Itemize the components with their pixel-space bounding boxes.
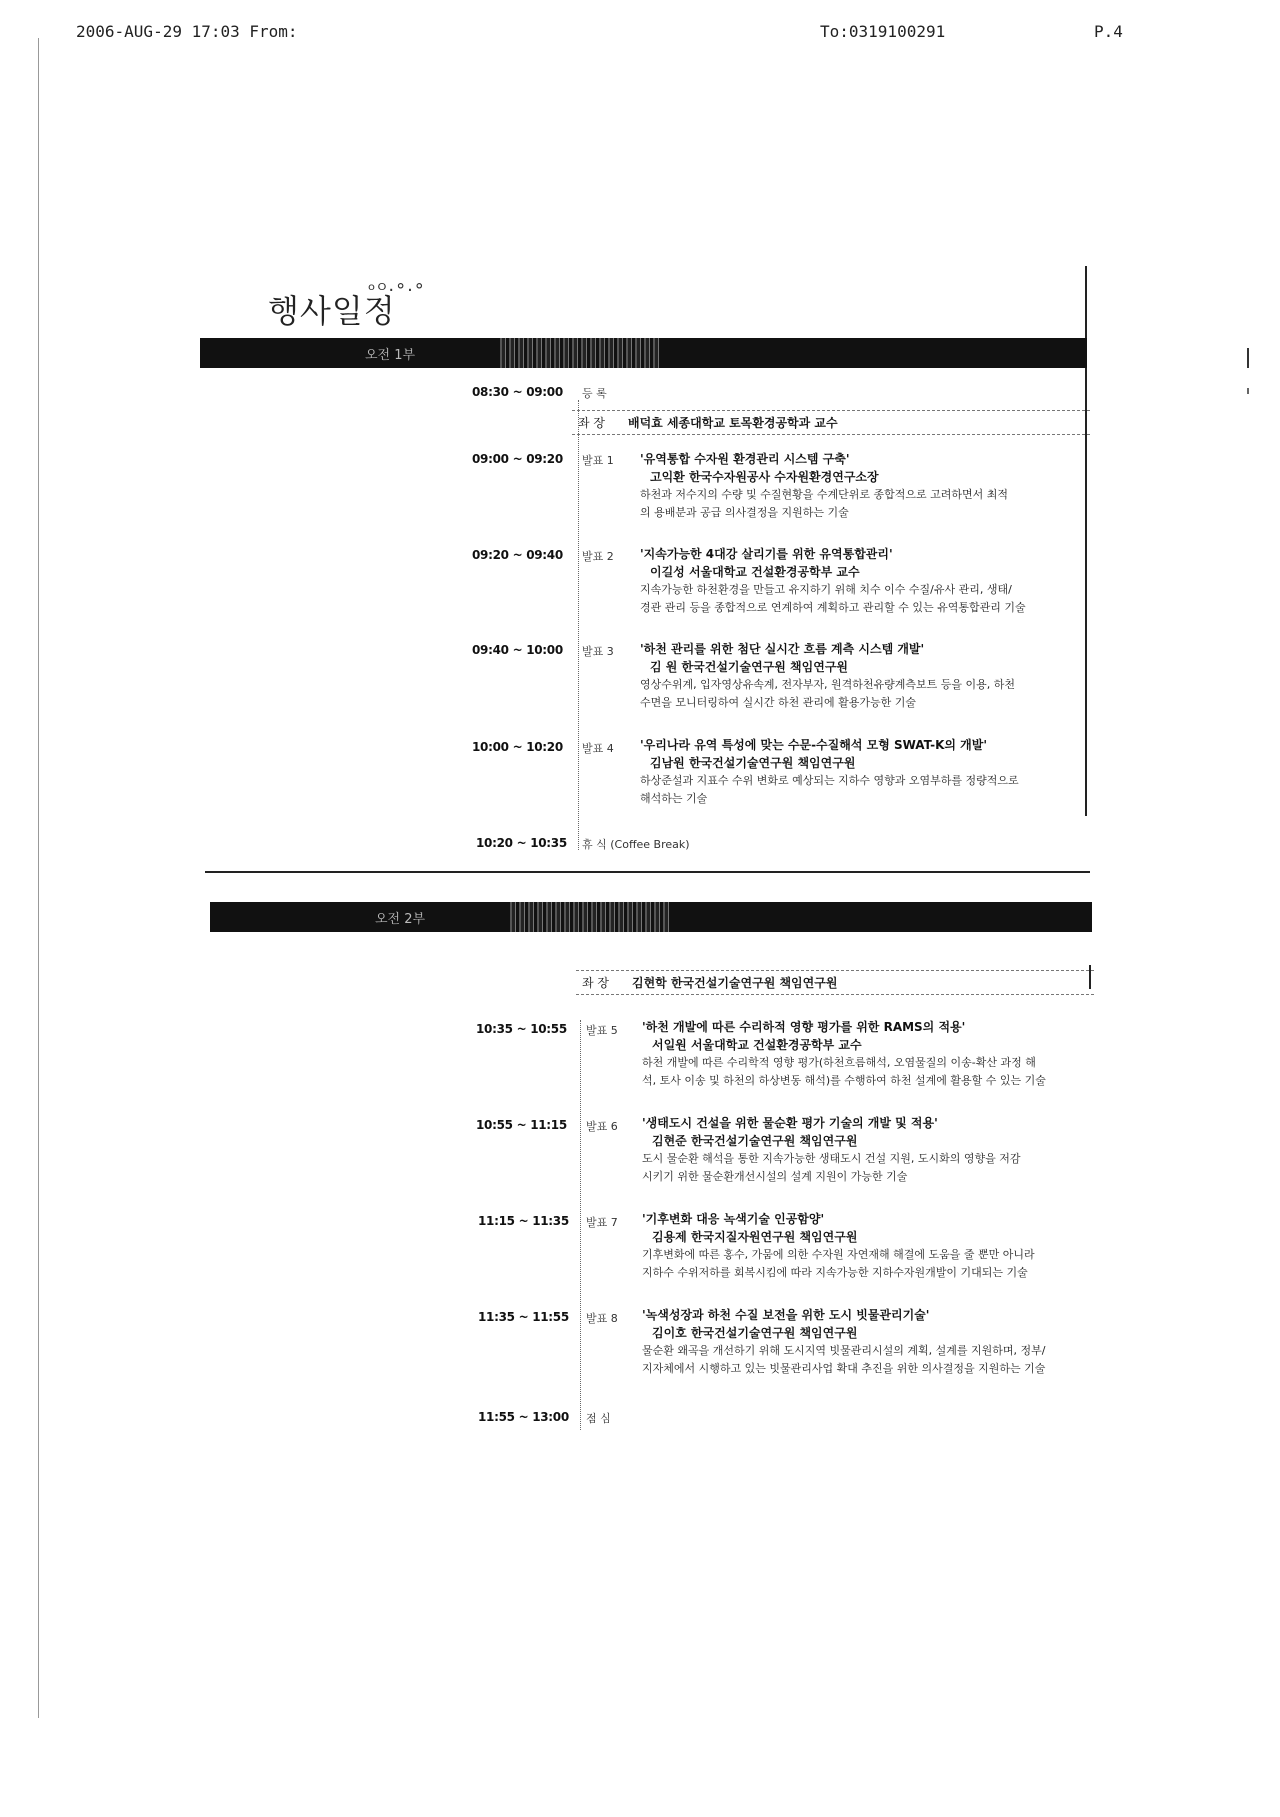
presentation-title: '하천 관리를 위한 첨단 실시간 흐름 계측 시스템 개발' <box>640 642 925 656</box>
time-slot: 11:55 ~ 13:00 <box>478 1410 569 1424</box>
presentation-desc: 시키기 위한 물순환개선시설의 설계 지원이 가능한 기술 <box>642 1170 908 1183</box>
time-slot: 10:55 ~ 11:15 <box>476 1118 567 1132</box>
presentation-5 <box>642 1018 1046 1090</box>
presentation-title: '생태도시 건설을 위한 물순환 평가 기술의 개발 및 적용' <box>642 1116 938 1130</box>
presentation-desc: 지속가능한 하천환경을 만들고 유지하기 위해 치수 이수 수질/유사 관리, 생태/ <box>640 583 1012 596</box>
presentation-desc: 도시 물순환 해석을 통한 지속가능한 생태도시 건설 지원, 도시화의 영향을 저감 <box>642 1152 1021 1165</box>
presenter: 김남원 한국건설기술연구원 책임연구원 <box>650 756 856 770</box>
presenter: 고익환 한국수자원공사 수자원환경연구소장 <box>650 470 879 484</box>
scan-mark <box>1247 388 1249 394</box>
item-label: 점 심 <box>586 1412 611 1425</box>
item-label: 휴 식 (Coffee Break) <box>582 838 690 851</box>
presentation-desc: 의 용배분과 공급 의사결정을 지원하는 기술 <box>640 506 849 519</box>
presentation-8 <box>642 1306 1045 1378</box>
time-slot: 11:35 ~ 11:55 <box>478 1310 569 1324</box>
section-divider <box>205 871 1090 873</box>
time-slot: 09:20 ~ 09:40 <box>472 548 563 562</box>
time-slot: 10:35 ~ 10:55 <box>476 1022 567 1036</box>
presenter: 김용제 한국지질자원연구원 책임연구원 <box>652 1230 858 1244</box>
presentation-desc: 하상준설과 지표수 수위 변화로 예상되는 지하수 영향과 오염부하를 정량적으로 <box>640 774 1019 787</box>
presentation-4 <box>640 736 1019 808</box>
session-1-bar <box>200 338 1087 368</box>
presentation-title: '녹색성장과 하천 수질 보전을 위한 도시 빗물관리기술' <box>642 1308 930 1322</box>
presentation-desc: 하천과 저수지의 수량 및 수질현황을 수계단위로 종합적으로 고려하면서 최적 <box>640 488 1009 501</box>
chair-label: 좌 장 <box>578 416 605 430</box>
item-label: 발표 5 <box>586 1024 618 1037</box>
presentation-desc: 하천 개발에 따른 수리학적 영향 평가(하천흐름해석, 오염물질의 이송-확산 과정 해 <box>642 1056 1036 1069</box>
time-slot: 10:00 ~ 10:20 <box>472 740 563 754</box>
session-1-chair <box>572 410 1090 435</box>
chair-name: 배덕효 세종대학교 토목환경공학과 교수 <box>628 416 838 430</box>
presentation-3 <box>640 640 1015 712</box>
presentation-title: '유역통합 수자원 환경관리 시스템 구축' <box>640 452 850 466</box>
presenter: 서일원 서울대학교 건설환경공학부 교수 <box>652 1038 862 1052</box>
time-slot: 08:30 ~ 09:00 <box>472 385 563 399</box>
item-label: 발표 1 <box>582 454 614 467</box>
presentation-7 <box>642 1210 1035 1282</box>
session-2-bar <box>210 902 1092 932</box>
presentation-desc: 영상수위계, 입자영상유속계, 전자부자, 원격하천유량계측보트 등을 이용, 하천 <box>640 678 1015 691</box>
item-label: 발표 4 <box>582 742 614 755</box>
presenter: 이길성 서울대학교 건설환경공학부 교수 <box>650 565 860 579</box>
presentation-desc: 수면을 모니터링하여 실시간 하천 관리에 활용가능한 기술 <box>640 696 917 709</box>
presentation-title: '지속가능한 4대강 살리기를 위한 유역통합관리' <box>640 547 893 561</box>
fax-page-number: P.4 <box>1094 22 1123 41</box>
time-slot: 11:15 ~ 11:35 <box>478 1214 569 1228</box>
time-slot: 09:40 ~ 10:00 <box>472 643 563 657</box>
session-2-chair <box>576 970 1094 995</box>
presentation-title: '기후변화 대응 녹색기술 인공함양' <box>642 1212 825 1226</box>
session-2-label: 오전 2부 <box>375 912 426 927</box>
fax-header <box>0 22 1280 42</box>
session-1-label: 오전 1부 <box>365 348 416 363</box>
scan-mark <box>1247 348 1249 368</box>
item-label: 발표 6 <box>586 1120 618 1133</box>
presentation-desc: 지하수 수위저하를 회복시킴에 따라 지속가능한 지하수자원개발이 기대되는 기술 <box>642 1266 1028 1279</box>
chair-label: 좌 장 <box>582 976 609 990</box>
bar-texture <box>510 902 670 932</box>
item-label: 발표 7 <box>586 1216 618 1229</box>
time-slot: 10:20 ~ 10:35 <box>476 836 567 850</box>
title-decoration-icon: ᵒᴼ·°·° <box>368 280 426 301</box>
presentation-2 <box>640 545 1026 617</box>
item-label: 발표 8 <box>586 1312 618 1325</box>
time-slot: 09:00 ~ 09:20 <box>472 452 563 466</box>
presentation-desc: 지자체에서 시행하고 있는 빗물관리사업 확대 추진을 위한 의사결정을 지원하는 기술 <box>642 1362 1046 1375</box>
presentation-desc: 경관 관리 등을 종합적으로 연계하여 계획하고 관리할 수 있는 유역통합관리 기술 <box>640 601 1026 614</box>
presentation-1 <box>640 450 1008 522</box>
presentation-title: '우리나라 유역 특성에 맞는 수문-수질해석 모형 SWAT-K의 개발' <box>640 738 987 752</box>
presenter: 김 원 한국건설기술연구원 책임연구원 <box>650 660 849 674</box>
presentation-desc: 석, 토사 이송 및 하천의 하상변동 해석)를 수행하여 하천 설계에 활용할 수 있는 기술 <box>642 1074 1046 1087</box>
page-title: 행사일정 <box>268 292 396 330</box>
bar-texture <box>500 338 660 368</box>
scan-margin-line <box>38 38 39 1718</box>
presentation-desc: 기후변화에 따른 홍수, 가뭄에 의한 수자원 자연재해 해결에 도움을 줄 뿐만 아니라 <box>642 1248 1035 1261</box>
item-label: 발표 2 <box>582 550 614 563</box>
item-label: 발표 3 <box>582 645 614 658</box>
presentation-desc: 해석하는 기술 <box>640 792 708 805</box>
presenter: 김이호 한국건설기술연구원 책임연구원 <box>652 1326 858 1340</box>
presentation-title: '하천 개발에 따른 수리하적 영향 평가를 위한 RAMS의 적용' <box>642 1020 966 1034</box>
fax-datetime: 2006-AUG-29 17:03 From: <box>76 22 298 41</box>
presentation-6 <box>642 1114 1021 1186</box>
presenter: 김현준 한국건설기술연구원 책임연구원 <box>652 1134 858 1148</box>
presentation-desc: 물순환 왜곡을 개선하기 위해 도시지역 빗물관리시설의 계획, 설계를 지원하며, 정부/ <box>642 1344 1046 1357</box>
fax-recipient: To:0319100291 <box>820 22 946 41</box>
chair-name: 김현학 한국건설기술연구원 책임연구원 <box>632 976 838 990</box>
divider <box>580 1020 582 1430</box>
divider <box>578 400 580 850</box>
item-label: 등 록 <box>582 387 607 400</box>
